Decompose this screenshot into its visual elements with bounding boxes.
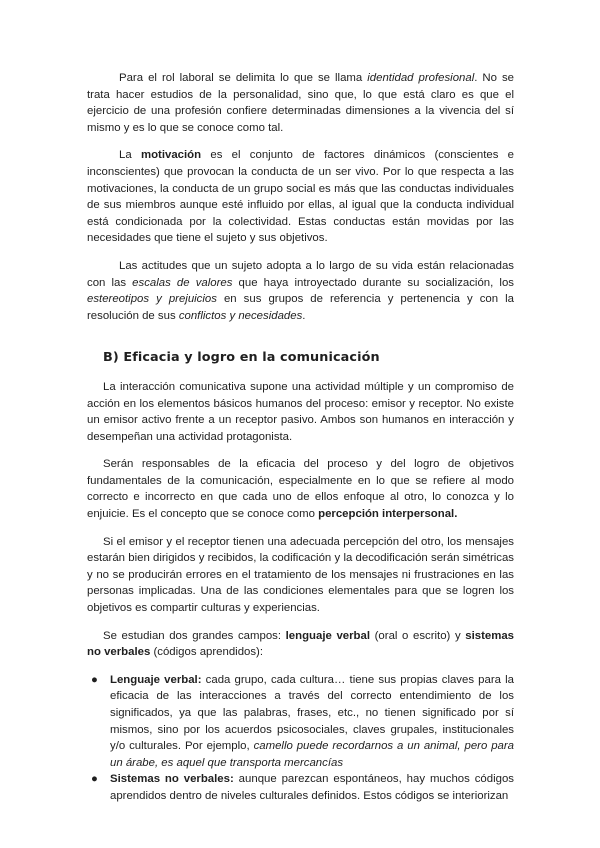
paragraph-identidad-profesional: Para el rol laboral se delimita lo que se llama identidad profesional. No se trata hacer estudios de la personalidad, sino que, lo que está claro es que el ejercicio de una profesión confiere determinadas dimensiones a la vivencia del sí mismo y es lo que se conoce como tal. <box>87 72 515 134</box>
section-heading: B) Eficacia y logro en la comunicación <box>103 350 380 366</box>
paragraph-emisor-receptor: Si el emisor y el receptor tienen una adecuada percepción del otro, los mensajes estarán bien dirigidos y recibidos, la codificación y la decodificación serán simétricas y no se producirán errores en el tratamiento de los mensajes ni frustraciones en las personas implicadas. Una de las condiciones elementales para que se logren los objetivos es compartir culturas y experiencias. <box>87 535 514 615</box>
bullet-icon: ● <box>91 773 98 786</box>
paragraph-responsables: Serán responsables de la eficacia del proceso y del logro de objetivos fundamentales de la comunicación, especialmente en lo que se refiere al modo correcto e incorrecto en que cada uno de ellos enfoque al otro, lo conozca y lo enjuicie. Es el concepto que se conoce como percepción interpersonal. <box>87 458 514 521</box>
paragraph-actitudes: Las actitudes que un sujeto adopta a lo largo de su vida están relacionadas con las escalas de valores que haya introyectado durante su socialización, los estereotipos y prejuicios en sus grupos de referencia y pertenencia y con la resolución de sus conflictos y necesidades. <box>87 259 514 322</box>
bullet-icon: ● <box>91 673 98 686</box>
term-motivacion: motivación <box>140 149 202 162</box>
term-identidad-profesional: identidad profesional <box>367 72 475 84</box>
bullet-list <box>87 672 514 805</box>
term-percepcion-interpersonal: percepción interpersonal. <box>318 508 458 521</box>
paragraph-campos: Se estudian dos grandes campos: lenguaje verbal (oral o escrito) y sistemas no verbales (códigos aprendidos): <box>87 629 515 659</box>
paragraph-motivacion: La motivación es el conjunto de factores dinámicos (conscientes e inconscientes) que provocan la conducta de un ser vivo. Por lo que respecta a las motivaciones, la conducta de un grupo social es más que las conductas individuales de sus miembros aunque esté influido por ellas, al igual que la conducta individual está condicionada por la colectividad. Estas conductas están movidas por las necesidades que tiene el sujeto y sus objetivos. <box>87 149 514 245</box>
paragraph-interaccion: La interacción comunicativa supone una actividad múltiple y un compromiso de acción en los elementos básicos humanos del proceso: emisor y receptor. No existe un emisor activo frente a un receptor pasivo. Ambos son humanos en interacción y desempeñan una actividad protagonista. <box>87 380 514 443</box>
document-page <box>87 70 514 805</box>
list-item-lenguaje-verbal: ● Lenguaje verbal: cada grupo, cada cultura… tiene sus propias claves para la eficacia de las interacciones a través del correcto entendimiento de los significados, ya que las palabras, frases, etc., no tienen significado por sí mismos, sino por los acuerdos psicosociales, claves grupales, institucionales y/o culturales. Por ejemplo, camello puede recordarnos a un animal, pero para un árabe, es aquel que transporta mercancías <box>91 673 514 769</box>
list-item-sistemas-no-verbales: ● Sistemas no verbales: aunque parezcan espontáneos, hay muchos códigos aprendidos dentro de niveles culturales definidos. Estos códigos se interiorizan <box>91 773 514 802</box>
